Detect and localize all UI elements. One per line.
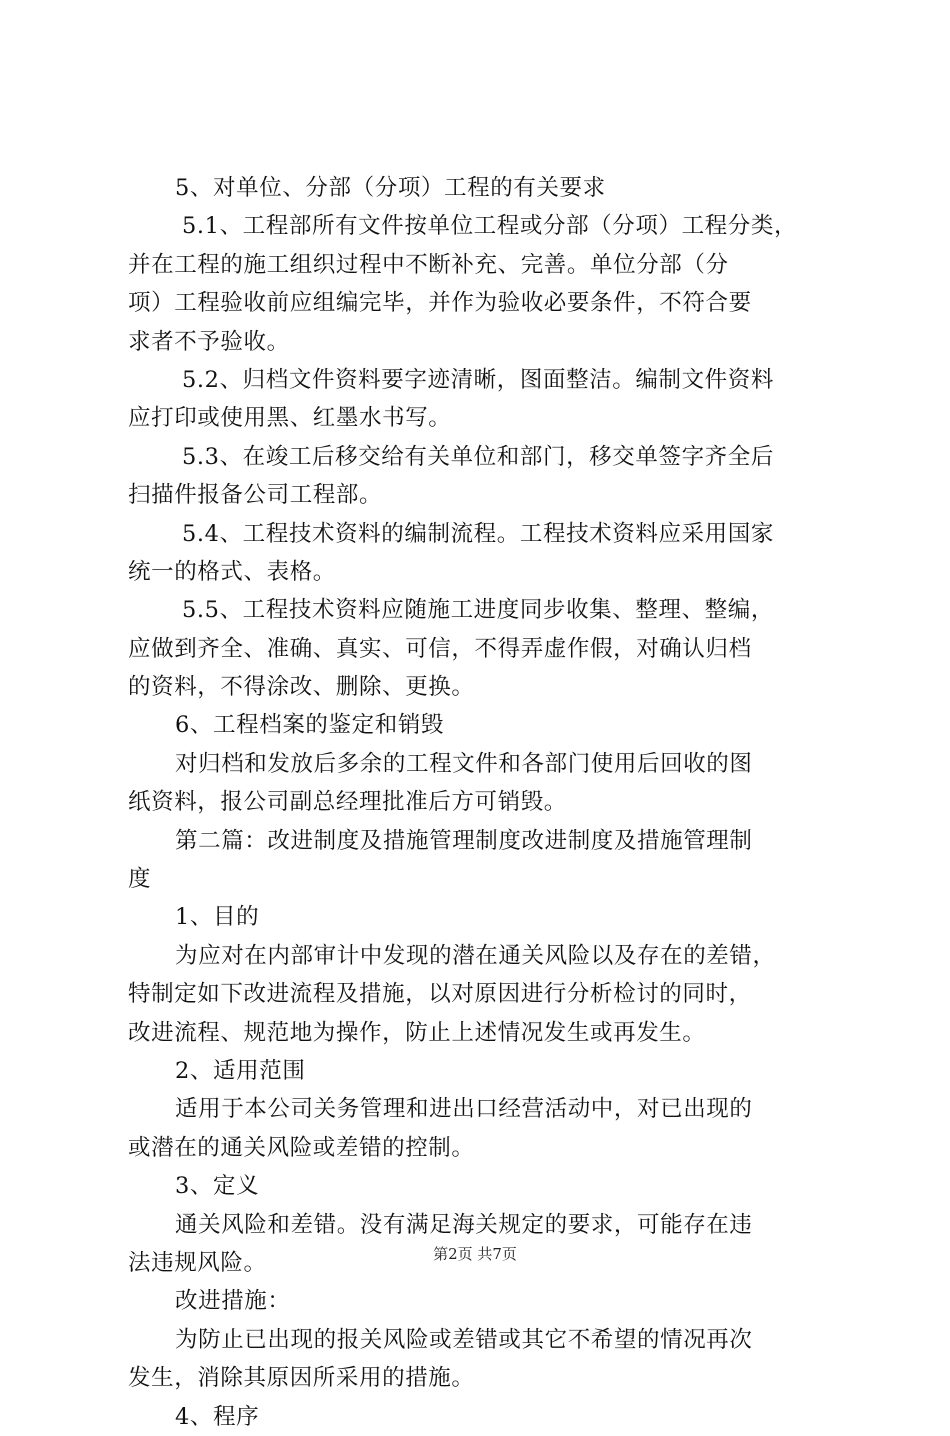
section-heading-5: 5、对单位、分部（分项）工程的有关要求: [175, 175, 606, 201]
paragraph-line: 5.3、在竣工后移交给有关单位和部门，移交单签字齐全后: [182, 443, 774, 470]
paragraph-line: 或潜在的通关风险或差错的控制。: [128, 1134, 475, 1161]
paragraph-line: 适用于本公司关务管理和进出口经营活动中，对已出现的: [175, 1096, 753, 1123]
paragraph-line: 应做到齐全、准确、真实、可信，不得弄虚作假，对确认归档: [128, 635, 752, 662]
paragraph-line: 发生，消除其原因所采用的措施。: [128, 1365, 475, 1392]
section-heading-2: 2、适用范围: [175, 1057, 306, 1084]
paragraph-line: 为应对在内部审计中发现的潜在通关风险以及存在的差错，: [175, 942, 776, 969]
paragraph-line: 项）工程验收前应组编完毕，并作为验收必要条件，不符合要: [128, 290, 752, 317]
subheading-improvement: 改进措施：: [175, 1288, 291, 1315]
chapter-heading-cont: 度: [128, 866, 152, 893]
paragraph-line: 的资料，不得涂改、删除、更换。: [128, 674, 475, 701]
section-heading-1: 1、目的: [175, 904, 260, 931]
page-footer: 第2页 共7页: [433, 1245, 517, 1263]
paragraph-line: 5.2、归档文件资料要字迹清晰，图面整洁。编制文件资料: [182, 366, 774, 393]
paragraph-line: 并在工程的施工组织过程中不断补充、完善。单位分部（分: [128, 251, 729, 278]
section-heading-4: 4、程序: [175, 1403, 260, 1430]
paragraph-line: 法违规风险。: [128, 1249, 267, 1276]
paragraph-line: 通关风险和差错。没有满足海关规定的要求，可能存在违: [175, 1211, 753, 1238]
paragraph-line: 扫描件报备公司工程部。: [128, 482, 383, 509]
paragraph-line: 5.4、工程技术资料的编制流程。工程技术资料应采用国家: [182, 520, 774, 547]
paragraph-line: 对归档和发放后多余的工程文件和各部门使用后回收的图: [175, 750, 753, 777]
paragraph-line: 特制定如下改进流程及措施，以对原因进行分析检讨的同时，: [128, 981, 752, 1008]
paragraph-line: 5.5、工程技术资料应随施工进度同步收集、整理、整编，: [182, 597, 774, 624]
paragraph-line: 改进流程、规范地为操作，防止上述情况发生或再发生。: [128, 1019, 706, 1046]
paragraph-line: 纸资料，报公司副总经理批准后方可销毁。: [128, 789, 567, 816]
section-heading-6: 6、工程档案的鉴定和销毁: [175, 712, 445, 739]
chapter-heading: 第二篇：改进制度及措施管理制度改进制度及措施管理制: [175, 827, 753, 854]
paragraph-line: 统一的格式、表格。: [128, 558, 336, 585]
section-heading-3: 3、定义: [175, 1173, 260, 1200]
paragraph-line: 5.1、工程部所有文件按单位工程或分部（分项）工程分类，: [182, 213, 798, 240]
paragraph-line: 为防止已出现的报关风险或差错或其它不希望的情况再次: [175, 1326, 753, 1353]
paragraph-line: 应打印或使用黑、红墨水书写。: [128, 405, 452, 432]
paragraph-line: 求者不予验收。: [128, 328, 290, 355]
